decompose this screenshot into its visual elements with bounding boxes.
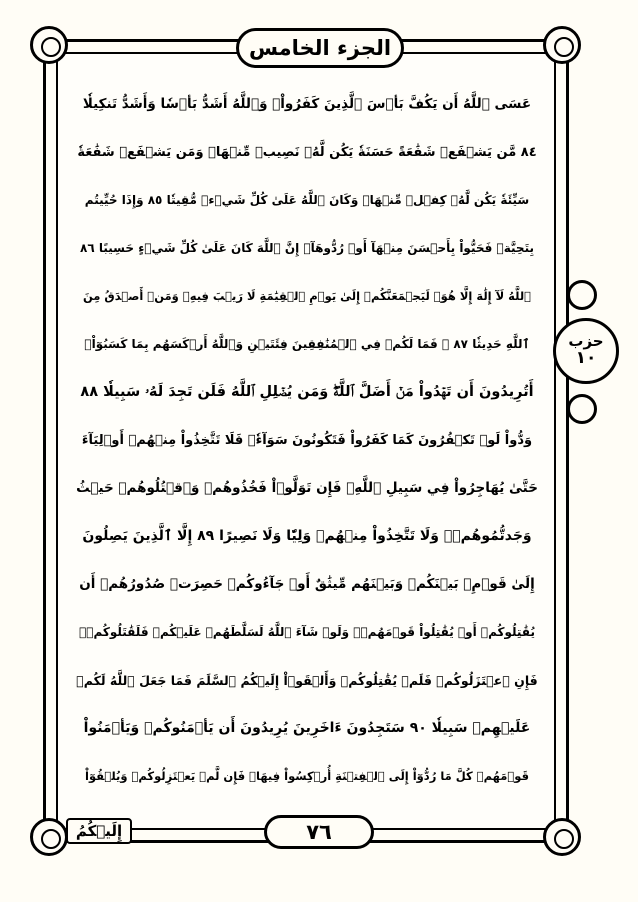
line-text: وَجَدتُّمُوهُمۡۖ وَلَا تَتَّخِذُواْ مِنۡهُمۡ وَلِيّٗا وَلَا نَصِيرًا ٨٩ إِلَّا ٱلَّذِينَ يَصِلُونَ: [82, 528, 532, 544]
text-line: [74, 469, 540, 507]
line-text: ٱللَّهِ حَدِيثٗا ٨٧ ۞ فَمَا لَكُمۡ فِي ٱلۡمُنَٰفِقِينَ فِئَتَيۡنِ وَٱللَّهُ أَرۡكَسَهُم بِمَا كَسَبُوٓاْۚ: [84, 337, 530, 351]
text-line: [74, 565, 540, 603]
text-line: [74, 277, 540, 315]
text-line: [74, 181, 540, 219]
text-line: [74, 133, 540, 171]
juz-header: [236, 28, 404, 68]
corner-ornament-icon: [543, 818, 581, 856]
line-text: عَسَى ٱللَّهُ أَن يَكُفَّ بَأۡسَ ٱلَّذِينَ كَفَرُواْۚ وَٱللَّهُ أَشَدُّ بَأۡسٗا وَأَشَدُّ تَنكِيلٗا: [82, 96, 532, 112]
line-text: وَدُّواْ لَوۡ تَكۡفُرُونَ كَمَا كَفَرُواْ فَتَكُونُونَ سَوَآءٗۖ فَلَا تَتَّخِذُواْ مِنۡهُمۡ أَوۡلِيَآءَ: [81, 432, 533, 448]
catchword-box: [66, 818, 132, 844]
line-text: فَإِنِ ٱعۡتَزَلُوكُمۡ فَلَمۡ يُقَٰتِلُوكُمۡ وَأَلۡقَوۡاْ إِلَيۡكُمُ ٱلسَّلَمَ فَمَا جَعَلَ ٱللَّهُ لَكُمۡ: [76, 672, 538, 688]
corner-ornament-icon: [30, 26, 68, 64]
page-number-box: [264, 815, 374, 849]
text-line: [74, 421, 540, 459]
text-line: [74, 325, 540, 363]
quran-text-block: [74, 85, 540, 805]
line-text: قَوۡمَهُمۡ كُلَّ مَا رُدُّوٓاْ إِلَى ٱلۡفِتۡنَةِ أُرۡكِسُواْ فِيهَاۚ فَإِن لَّمۡ يَعۡتَزِلُوكُمۡ وَيُلۡقُوٓاْ: [85, 769, 529, 783]
text-line: [74, 709, 540, 747]
line-text: عَلَيۡهِمۡ سَبِيلٗا ٩٠ سَتَجِدُونَ ءَاخَرِينَ يُرِيدُونَ أَن يَأۡمَنُوكُمۡ وَيَأۡمَنُواْ: [83, 720, 531, 736]
text-line: [74, 229, 540, 267]
line-text: أَتُرِيدُونَ أَن تَهۡدُواْ مَنۡ أَضَلَّ ٱللَّهُۖ وَمَن يُضۡلِلِ ٱللَّهُ فَلَن تَجِدَ لَهُۥ سَبِيلٗا ٨٨: [80, 384, 534, 400]
line-text: يُقَٰتِلُوكُمۡ أَوۡ يُقَٰتِلُواْ قَوۡمَهُمۡۚ وَلَوۡ شَآءَ ٱللَّهُ لَسَلَّطَهُمۡ عَلَيۡكُمۡ فَلَقَٰتَلُوكُمۡۚ: [79, 625, 535, 639]
catchword: إِلَيۡكُمُ: [75, 822, 123, 840]
hizb-marker: [553, 318, 619, 384]
line-text: ٨٤ مَّن يَشۡفَعۡ شَفَٰعَةً حَسَنَةٗ يَكُن لَّهُۥ نَصِيبٞ مِّنۡهَاۖ وَمَن يَشۡفَعۡ شَفَٰعَةٗ: [77, 144, 537, 160]
text-line: [74, 85, 540, 123]
text-line: [74, 613, 540, 651]
text-line: [74, 757, 540, 795]
text-line: [74, 373, 540, 411]
juz-title: الجزء الخامس: [248, 36, 392, 60]
hizb-word: حزب: [568, 332, 604, 351]
corner-ornament-icon: [30, 818, 68, 856]
text-line: [74, 661, 540, 699]
line-text: إِلَىٰ قَوۡمِۭ بَيۡنَكُمۡ وَبَيۡنَهُم مِّيثَٰقٌ أَوۡ جَآءُوكُمۡ حَصِرَتۡ صُدُورُهُمۡ أَن: [79, 576, 535, 592]
side-ornament-icon: [567, 394, 597, 424]
line-text: بِتَحِيَّةٖ فَحَيُّواْ بِأَحۡسَنَ مِنۡهَآ أَوۡ رُدُّوهَآۗ إِنَّ ٱللَّهَ كَانَ عَلَىٰ كُلِّ شَيۡءٍ حَسِيبًا ٨٦: [80, 241, 534, 255]
line-text: ٱللَّهُ لَآ إِلَٰهَ إِلَّا هُوَۚ لَيَجۡمَعَنَّكُمۡ إِلَىٰ يَوۡمِ ٱلۡقِيَٰمَةِ لَا رَيۡبَ فِيهِۗ وَمَنۡ أَصۡدَقُ مِنَ: [82, 289, 532, 303]
corner-ornament-icon: [543, 26, 581, 64]
hizb-number: ١٠: [575, 347, 597, 368]
line-text: سَيِّئَةٗ يَكُن لَّهُۥ كِفۡلٞ مِّنۡهَاۗ وَكَانَ ٱللَّهُ عَلَىٰ كُلِّ شَيۡءٖ مُّقِيتٗا ٨٥ وَإِذَا حُيِّيتُم: [84, 193, 530, 207]
side-ornament-icon: [567, 280, 597, 310]
text-line: [74, 517, 540, 555]
line-text: حَتَّىٰ يُهَاجِرُواْ فِي سَبِيلِ ٱللَّهِۚ فَإِن تَوَلَّوۡاْ فَخُذُوهُمۡ وَٱقۡتُلُوهُمۡ حَيۡثُ: [76, 480, 538, 496]
page-number: ٧٦: [306, 820, 332, 844]
